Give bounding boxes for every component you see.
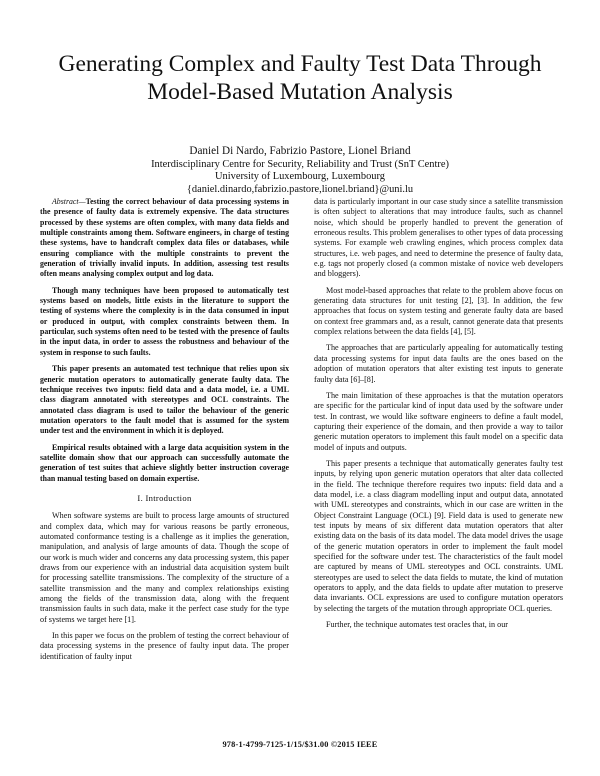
author-names: Daniel Di Nardo, Fabrizio Pastore, Lionel Briand [189,145,411,157]
abstract-paragraph: Empirical results obtained with a large data acquisition system in the satellite domain show that our approach can successfully automate the generation of test suites that achieve slightly better instruction coverage than manual testing based on domain expertise. [40,442,289,483]
abstract-paragraph: Though many techniques have been proposed to automatically test systems based on models, little exists in the literature to support the testing of systems where the complexity is in the data consumed in input or produced in output, with complex constraints between them. In particular, such systems often need to be tested with the presence of faults in the input data, in order to assess the robustness and behaviour of the system in response to such faults. [40,285,289,357]
abstract-lead: Abstract— [52,197,86,206]
body-paragraph: When software systems are built to process large amounts of structured and complex data, which may for various reasons be partly erroneous, automated conformance testing is a challenge as it implies the generation, manipulation, and analysis of large amounts of data. Though the scope of our work is much wider and concerns any data processing system, this paper draws from our experience with an industrial data acquisition system built for processing satellite transmissions. The complexity of the structure of a satellite transmission and the many and complex relationships existing among the fields of the transmission data, along with the frequent transmission faults in such data, make it the perfect case study for the type of systems we target here [1]. [40,511,289,624]
body-paragraph: This paper presents a technique that automatically generates faulty test inputs, by relying upon generic mutation operators that alter data collected in the field. The technique therefore requires two inputs: field data and a data model, i.e. a class diagram modelling input and output data, annotated with UML stereotypes and constraints, which in our case are written in the Object Constraint Language (OCL) [9]. Field data is used to generate new test inputs by means of six different data mutation operators that alter existing data on the basis of its data model. The data model drives the usage of the generic mutation operators in order to implement the fault model specified for the software under test. The characteristics of the fault model are captured by means of UML stereotypes and OCL constraints. UML stereotypes are used to select the data fields to mutate, the kind of mutation operators to apply, and the data fields to update after mutation to preserve data invariants. OCL expressions are used to configure mutation operators by selecting the targets of the mutation through appropriate OCL queries. [314,458,563,613]
body-paragraph: data is particularly important in our case study since a satellite transmission is often subject to alterations that may introduce faults, such as channel noise, which should be properly handled to prevent the generation of erroneous results. This problem generalises to other types of data processing systems. For example web crawling engines, which process complex data structures, i.e. web pages, and need to determine the presence of faulty data, e.g. tags not properly closed (a common mistake of novice web developers and bloggers). [314,197,563,279]
abstract-text: Testing the correct behaviour of data processing systems in the presence of faulty data is extremely expensive. The data structures processed by these systems are often complex, with many data fields and multiple constraints among them. Software engineers, in charge of testing these systems, have to handcraft complex data files or databases, while ensuring compliance with the multiple constraints to prevent the generation of trivially invalid inputs. In addition, assessing test results often means analysing complex output and log data. [40,197,289,279]
body-paragraph: In this paper we focus on the problem of testing the correct behaviour of data processing systems in the presence of faulty input data. The proper identification of faulty input [40,631,289,661]
paper-title [40,50,560,106]
abstract-paragraph [40,197,289,280]
author-block [40,145,560,196]
author-emails: {daniel.dinardo,fabrizio.pastore,lionel.briand}@uni.lu [186,183,414,195]
affiliation: Interdisciplinary Centre for Security, Reliability and Trust (SnT Centre) [151,158,449,170]
section-heading: I. Introduction [137,492,192,503]
abstract-paragraph: This paper presents an automated test technique that relies upon six generic mutation operators to automatically generate faulty data. The technique receives two inputs: field data and a data model, i.e. a UML class diagram annotated with stereotypes and OCL constraints. The annotated class diagram is used to tailor the behaviour of the generic mutation operators to the fault model that is assumed for the system under test and the environment in which it is deployed. [40,364,289,436]
body-paragraph: Further, the technique automates test oracles that, in our [326,620,508,630]
title-line-2: Model-Based Mutation Analysis [147,79,453,105]
body-paragraph: The main limitation of these approaches is that the mutation operators are specific for the particular kind of input data used by the software under test. In contrast, we would like software engineers to define a fault model, capturing their experience of the domain, and then provide a way to tailor generic mutation operators to implement this fault model on a specific data model of inputs and outputs. [314,390,563,452]
university: University of Luxembourg, Luxembourg [215,171,385,183]
left-column [40,197,289,668]
title-line-1: Generating Complex and Faulty Test Data Through [58,51,542,77]
body-paragraph: Most model-based approaches that relate to the problem above focus on generating data structures for unit testing [2], [3]. In addition, the few approaches that focus on system testing and generate faulty data are based on context free grammars and, as a result, cannot generate data that presents complex relations between the data fields [4], [5]. [314,285,563,337]
copyright-footer: 978-1-4799-7125-1/15/$31.00 ©2015 IEEE [222,740,378,749]
right-column [314,197,563,636]
body-paragraph: The approaches that are particularly appealing for automatically testing data processing systems for input data faults are the ones based on the adoption of mutation operators that alter existing test inputs to generate faulty data [6]–[8]. [314,343,563,384]
